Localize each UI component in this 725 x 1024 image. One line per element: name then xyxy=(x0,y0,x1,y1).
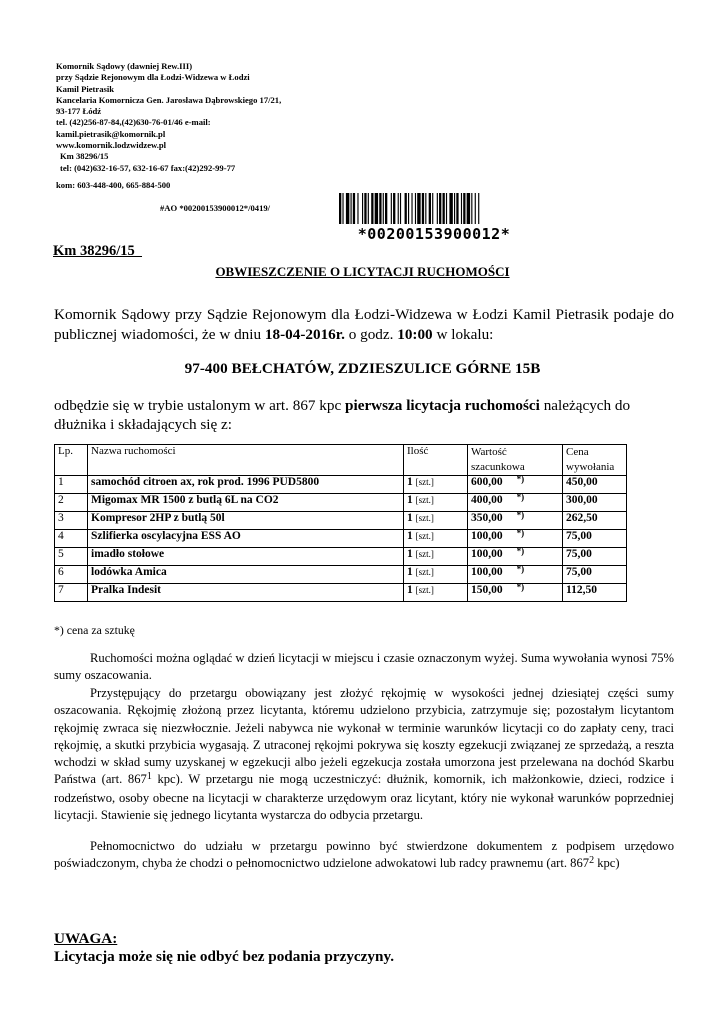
barcode-bar xyxy=(456,193,458,224)
cell-lp: 2 xyxy=(55,494,88,512)
items-table xyxy=(54,444,627,602)
warning-title: UWAGA: xyxy=(54,930,118,947)
barcode-bar xyxy=(422,193,424,224)
header-website: www.komornik.lodzwidzew.pl xyxy=(56,140,167,151)
barcode-bar xyxy=(362,193,363,224)
ao-reference: #AO *00200153900012*/0419/ xyxy=(160,203,271,213)
header-email: kamil.pietrasik@komornik.pl xyxy=(56,128,166,139)
cell-qty: 1 [szt.] xyxy=(404,476,468,494)
barcode-bar xyxy=(371,193,373,224)
cell-price: 262,50 xyxy=(563,512,627,530)
barcode-bar xyxy=(353,193,355,224)
barcode-bar xyxy=(439,193,441,224)
barcode-bar xyxy=(446,193,447,224)
header-phone: tel: (042)632-16-57, 632-16-67 fax:(42)292-99-77 xyxy=(60,162,236,173)
cell-price: 75,00 xyxy=(563,566,627,584)
cell-value: 100,00 *) xyxy=(468,548,563,566)
table-row xyxy=(55,476,627,494)
cell-value: 400,00 *) xyxy=(468,494,563,512)
barcode-bar xyxy=(385,193,387,224)
table-row xyxy=(55,512,627,530)
barcode-bar xyxy=(443,193,445,224)
cell-name: Kompresor 2HP z butlą 50l xyxy=(88,512,404,530)
auction-date: 18-04-2016r. xyxy=(264,325,345,343)
barcode-bar xyxy=(379,193,381,224)
barcode-bar xyxy=(346,193,349,224)
barcode-bar xyxy=(461,193,462,224)
cell-qty: 1 [szt.] xyxy=(404,548,468,566)
cell-name: Pralka Indesit xyxy=(88,584,404,602)
barcode-bar xyxy=(393,193,395,224)
cell-name: Migomax MR 1500 z butlą 6L na CO2 xyxy=(88,494,404,512)
bailiff-header xyxy=(56,61,281,191)
cell-lp: 4 xyxy=(55,530,88,548)
barcode-bar xyxy=(357,193,358,224)
table-row xyxy=(55,494,627,512)
barcode-bar xyxy=(432,193,433,224)
header-line: Kancelaria Komornicza Gen. Jarosława Dąbrowskiego 17/21, xyxy=(56,94,282,105)
deposit-paragraph: Przystępujący do przetargu obowiązany jest złożyć rękojmię w wysokości jednej dziesiątej części sumy oszacowania. Rękojmię złożoną przez licytanta, któremu udzielono przybicia, zatrzymuje się; pozostałym licytantom rękojmię zwraca się niezwłocznie. Jeżeli nabywca nie wykonał w terminie warunków licytacji co do zapłaty ceny, traci rękojmię, a skutki przybicia wygasają. Z utraconej rękojmi pokrywa się koszty egzekucji związanej ze sprzedażą, a reszta wchodzi w skład sumy uzyskanej w egzekucji albo jeżeli egzekucja została umorzona jest przelewana na dochód Skarbu Państwa (art. $867^1$ kpc). W przetargu nie mogą uczestniczyć: dłużnik, komornik, ich małżonkowie, dzieci, rodzice i rodzeństwo, osoby obecne na licytacji w charakterze urzędowym oraz licytant, który nie wykonał warunków poprzedniej licytacji. Stawienie się jednego licytanta wystarcza do odbycia przetargu. xyxy=(54,686,674,823)
barcode-bar xyxy=(368,193,369,224)
footnote: *) cena za sztukę xyxy=(54,623,135,637)
barcode xyxy=(338,193,530,224)
barcode-bar xyxy=(463,193,465,224)
barcode-bar xyxy=(398,193,399,224)
table-row xyxy=(55,566,627,584)
cell-value: 150,00 *) xyxy=(468,584,563,602)
cell-price: 112,50 xyxy=(563,584,627,602)
header-name: Nazwa ruchomości xyxy=(88,445,404,476)
cell-lp: 1 xyxy=(55,476,88,494)
cell-name: Szlifierka oscylacyjna ESS AO xyxy=(88,530,404,548)
cell-qty: 1 [szt.] xyxy=(404,512,468,530)
cell-name: lodówka Amica xyxy=(88,566,404,584)
cell-qty: 1 [szt.] xyxy=(404,530,468,548)
auction-time: 10:00 xyxy=(397,325,433,343)
barcode-text: *00200153900012* xyxy=(357,225,511,243)
header-value: Wartość szacunkowa xyxy=(468,445,563,476)
barcode-bar xyxy=(429,193,431,224)
auction-mode-paragraph: odbędzie się w trybie ustalonym w art. 867 kpc pierwsza licytacja ruchomości należących do dłużnika i składających się z: xyxy=(54,397,631,433)
barcode-bar xyxy=(364,193,366,224)
header-qty: Ilość xyxy=(404,445,468,476)
cell-name: imadło stołowe xyxy=(88,548,404,566)
barcode-bar xyxy=(471,193,472,224)
barcode-bar xyxy=(415,193,416,224)
cell-qty: 1 [szt.] xyxy=(404,584,468,602)
barcode-bar xyxy=(400,193,401,224)
header-line: przy Sądzie Rejonowym dla Łodzi-Widzewa w Łodzi xyxy=(56,72,250,83)
barcode-bar xyxy=(342,193,343,224)
barcode-bar xyxy=(475,193,476,224)
table-row xyxy=(55,584,627,602)
barcode-bar xyxy=(449,193,452,224)
proxy-paragraph: Pełnomocnictwo do udziału w przetargu powinno być stwierdzone dokumentem z podpisem urzędowo poświadczonym, chyba że chodzi o pełnomocnictwo udzielone adwokatowi lub radcy prawnemu (art. $867^2$ kpc) xyxy=(54,839,674,871)
header-mobile: kom: 603-448-400, 665-884-500 xyxy=(56,179,171,190)
cell-price: 75,00 xyxy=(563,530,627,548)
auction-address: 97-400 BEŁCHATÓW, ZDZIESZULICE GÓRNE 15B xyxy=(184,360,541,377)
cell-qty: 1 [szt.] xyxy=(404,494,468,512)
cell-price: 75,00 xyxy=(563,548,627,566)
barcode-bar xyxy=(408,193,409,224)
barcode-bar xyxy=(411,193,412,224)
intro-paragraph: Komornik Sądowy przy Sądzie Rejonowym dla Łodzi-Widzewa w Łodzi Kamil Pietrasik podaje do publicznej wiadomości, że w dniu 18-04-2016r. o godz. 10:00 w lokalu: xyxy=(54,306,674,343)
header-line: Komornik Sądowy (dawniej Rew.III) xyxy=(56,61,193,71)
cell-lp: 5 xyxy=(55,548,88,566)
barcode-bar xyxy=(454,193,455,224)
cell-price: 300,00 xyxy=(563,494,627,512)
cell-name: samochód citroen ax, rok prod. 1996 PUD5800 xyxy=(88,476,404,494)
barcode-bar xyxy=(391,193,392,224)
header-price: Cena wywołania xyxy=(563,445,627,476)
barcode-bar xyxy=(467,193,470,224)
header-case-number: Km 38296/15 xyxy=(60,151,109,162)
cell-value: 100,00 *) xyxy=(468,566,563,584)
barcode-bar xyxy=(339,193,341,224)
cell-lp: 7 xyxy=(55,584,88,602)
document-title: OBWIESZCZENIE O LICYTACJI RUCHOMOŚCI xyxy=(215,264,510,279)
header-lp: Lp. xyxy=(55,445,88,476)
header-line: tel. (42)256-87-84,(42)630-76-01/46 e-mail: xyxy=(56,117,211,128)
cell-value: 100,00 *) xyxy=(468,530,563,548)
table-row xyxy=(55,548,627,566)
warning-text: Licytacja może się nie odbyć bez podania przyczyny. xyxy=(54,948,394,965)
table-row xyxy=(55,530,627,548)
cell-value: 350,00 *) xyxy=(468,512,563,530)
barcode-bar xyxy=(417,193,420,224)
barcode-bar xyxy=(351,193,352,224)
cell-value: 600,00 *) xyxy=(468,476,563,494)
barcode-bar xyxy=(437,193,438,224)
table-header-row xyxy=(55,445,627,476)
header-line: Kamil Pietrasik xyxy=(56,83,114,94)
barcode-bar xyxy=(383,193,384,224)
cell-lp: 6 xyxy=(55,566,88,584)
header-line: 93-177 Łódź xyxy=(56,106,102,117)
barcode-bar xyxy=(405,193,407,224)
barcode-bar xyxy=(375,193,378,224)
barcode-bar xyxy=(478,193,479,224)
viewing-paragraph: Ruchomości można oglądać w dzień licytacji w miejscu i czasie oznaczonym wyżej. Suma wywołania wynosi 75% sumy oszacowania. xyxy=(54,651,674,682)
cell-price: 450,00 xyxy=(563,476,627,494)
cell-qty: 1 [szt.] xyxy=(404,566,468,584)
barcode-bar xyxy=(425,193,426,224)
cell-lp: 3 xyxy=(55,512,88,530)
case-number: Km 38296/15 xyxy=(53,243,143,259)
